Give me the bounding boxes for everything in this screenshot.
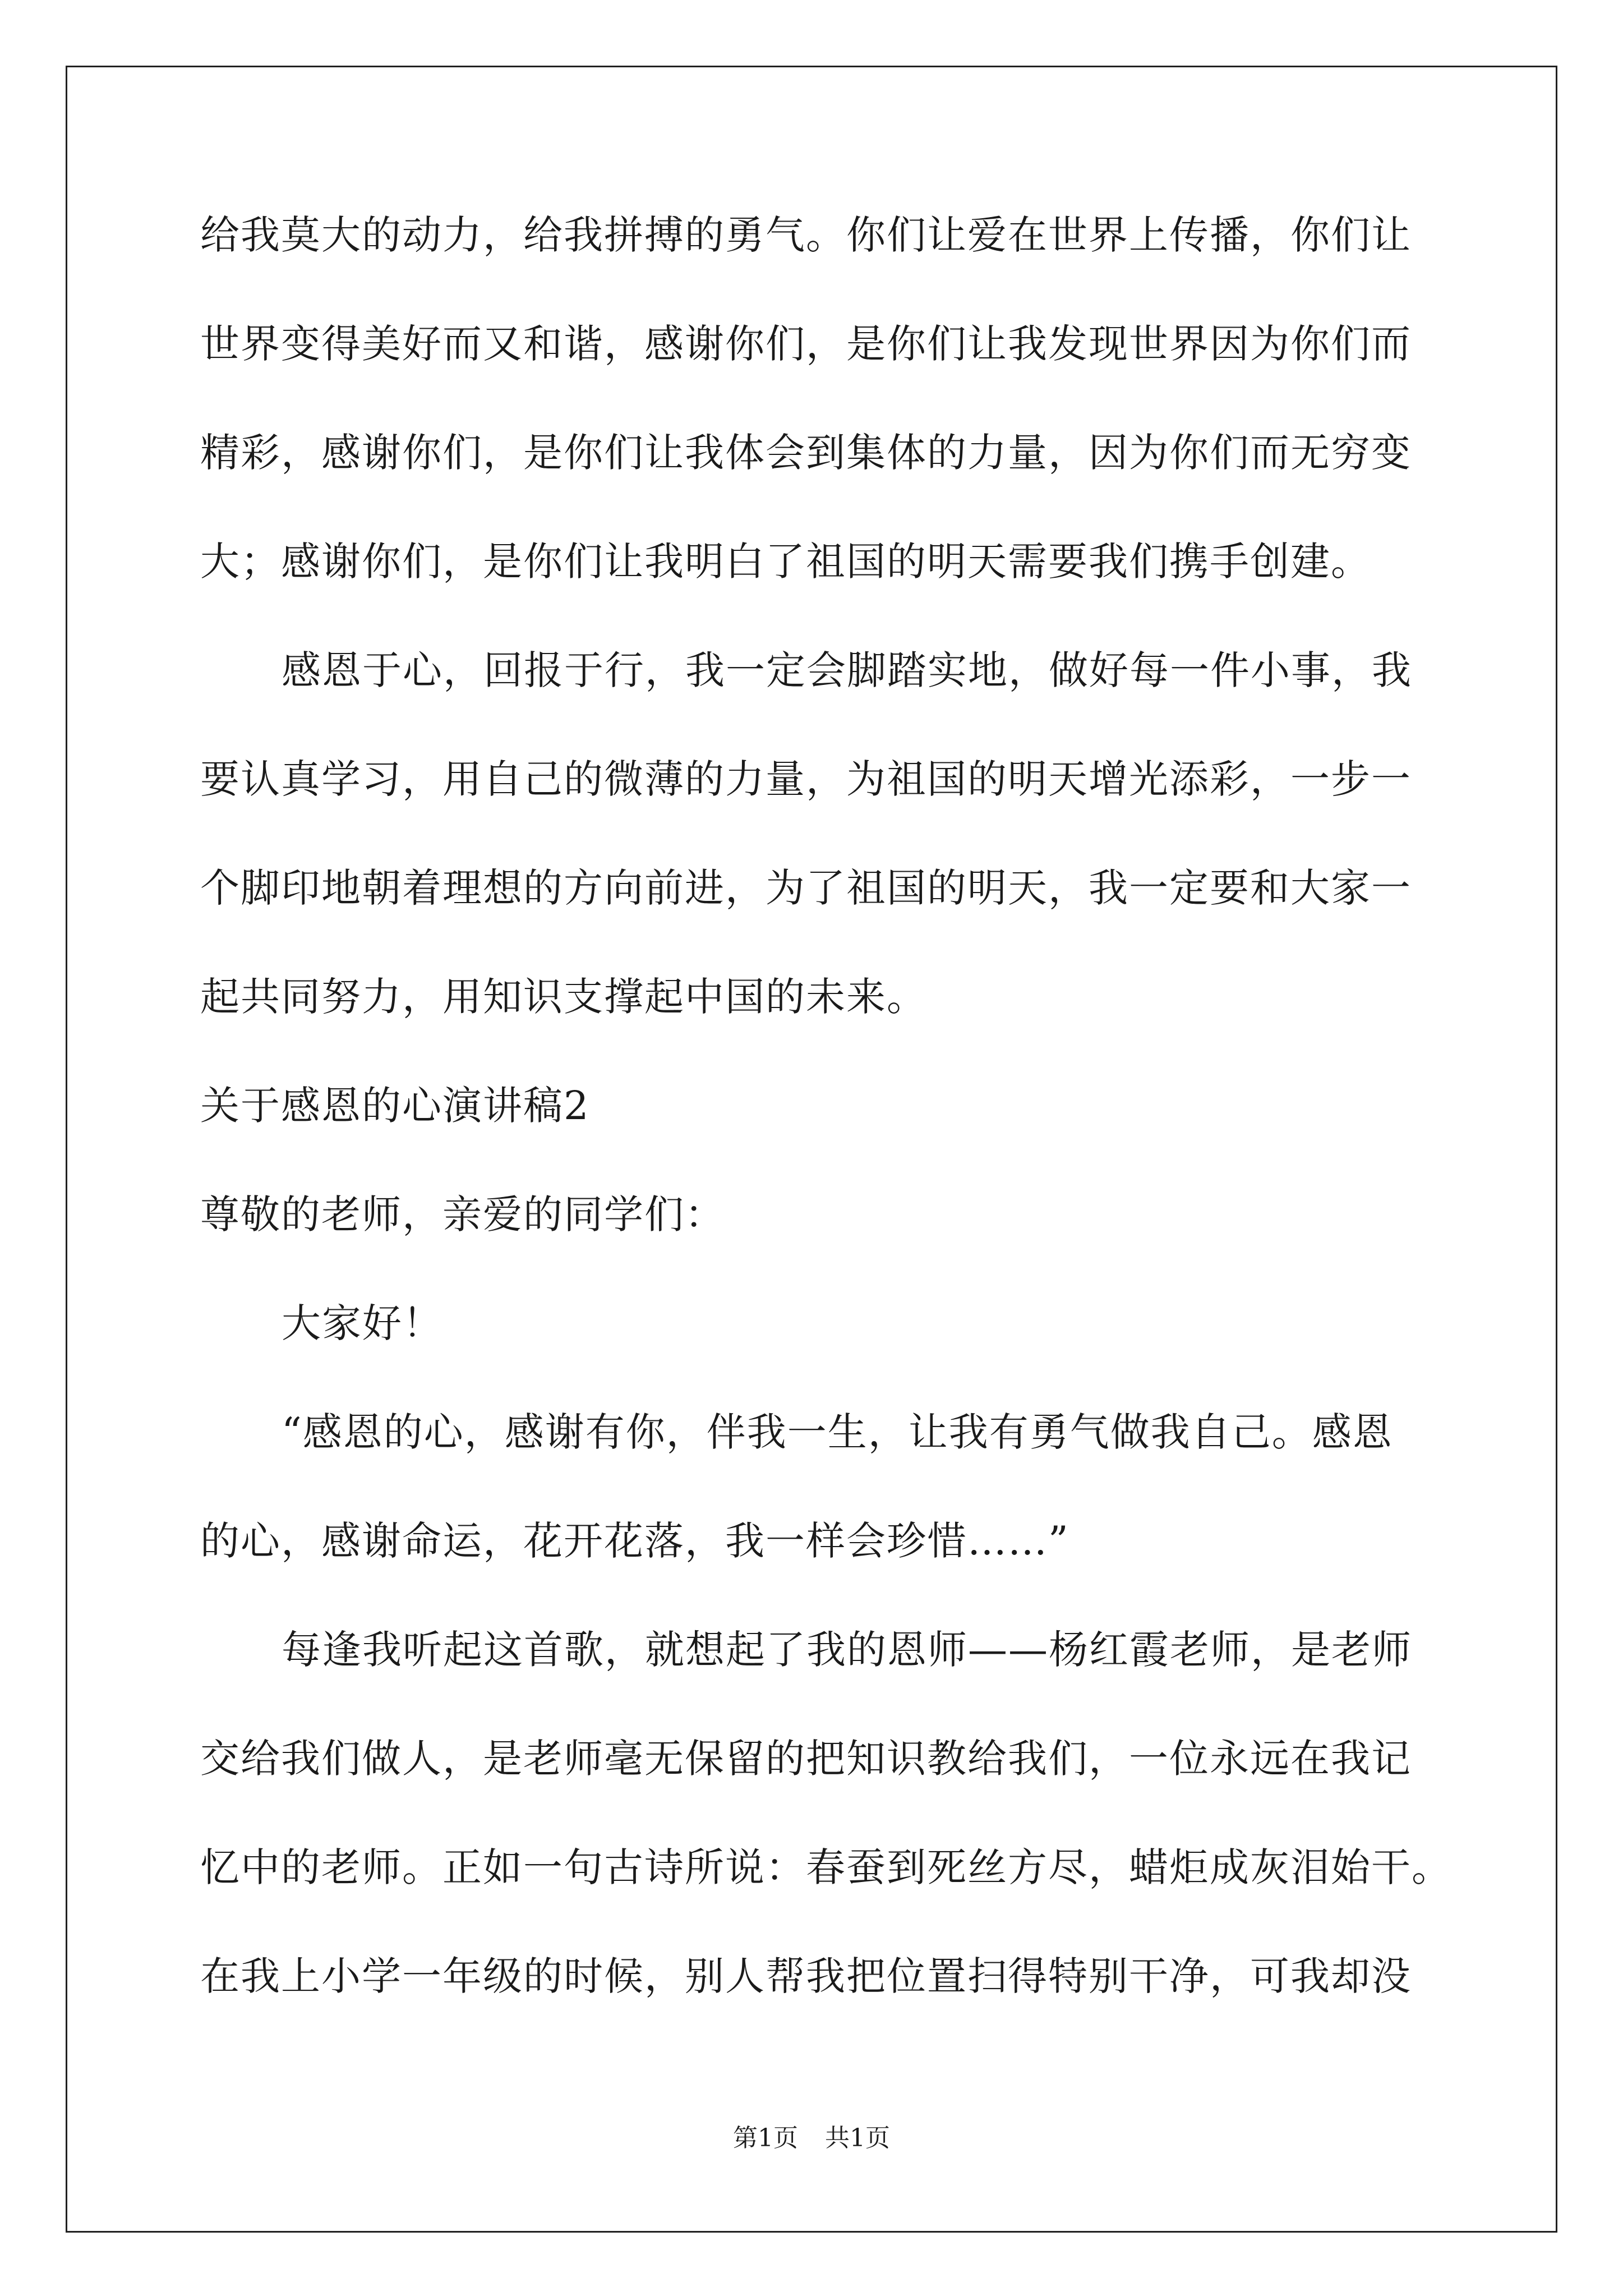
greeting: 大家好！	[282, 1300, 443, 1346]
paragraph-2-line-1: 感恩于心，回报于行，我一定会脚踏实地，做好每一件小事，我	[282, 647, 1412, 693]
paragraph-2-line-3: 个脚印地朝着理想的方向前进，为了祖国的明天，我一定要和大家一	[200, 865, 1412, 911]
page-number-total: 共1页	[825, 2124, 890, 2152]
page-footer	[0, 2126, 1623, 2151]
paragraph-2-line-2: 要认真学习，用自己的微薄的力量，为祖国的明天增光添彩，一步一	[200, 756, 1412, 802]
section-heading: 关于感恩的心演讲稿2	[200, 1083, 590, 1129]
paragraph-2-line-4: 起共同努力，用知识支撑起中国的未来。	[200, 974, 927, 1020]
page-number-current: 第1页	[733, 2124, 798, 2152]
story-line-3: 忆中的老师。正如一句古诗所说：春蚕到死丝方尽，蜡炬成灰泪始干。	[200, 1844, 1452, 1890]
paragraph-1-line-2: 世界变得美好而又和谐，感谢你们，是你们让我发现世界因为你们而	[200, 321, 1412, 367]
paragraph-1-line-4: 大；感谢你们，是你们让我明白了祖国的明天需要我们携手创建。	[200, 539, 1371, 585]
salutation: 尊敬的老师，亲爱的同学们：	[200, 1191, 725, 1237]
quote-line-1: “感恩的心，感谢有你，伴我一生，让我有勇气做我自己。感恩	[282, 1409, 1393, 1455]
story-line-1: 每逢我听起这首歌，就想起了我的恩师——杨红霞老师，是老师	[282, 1627, 1412, 1673]
quote-line-2: 的心，感谢命运，花开花落，我一样会珍惜……”	[200, 1518, 1069, 1564]
page-border	[66, 66, 1557, 2233]
paragraph-1-line-3: 精彩，感谢你们，是你们让我体会到集体的力量，因为你们而无穷变	[200, 430, 1412, 476]
paragraph-1-line-1: 给我莫大的动力，给我拼搏的勇气。你们让爱在世界上传播，你们让	[200, 212, 1412, 258]
story-line-4: 在我上小学一年级的时候，别人帮我把位置扫得特别干净，可我却没	[200, 1953, 1412, 1999]
story-line-2: 交给我们做人，是老师毫无保留的把知识教给我们，一位永远在我记	[200, 1736, 1412, 1782]
